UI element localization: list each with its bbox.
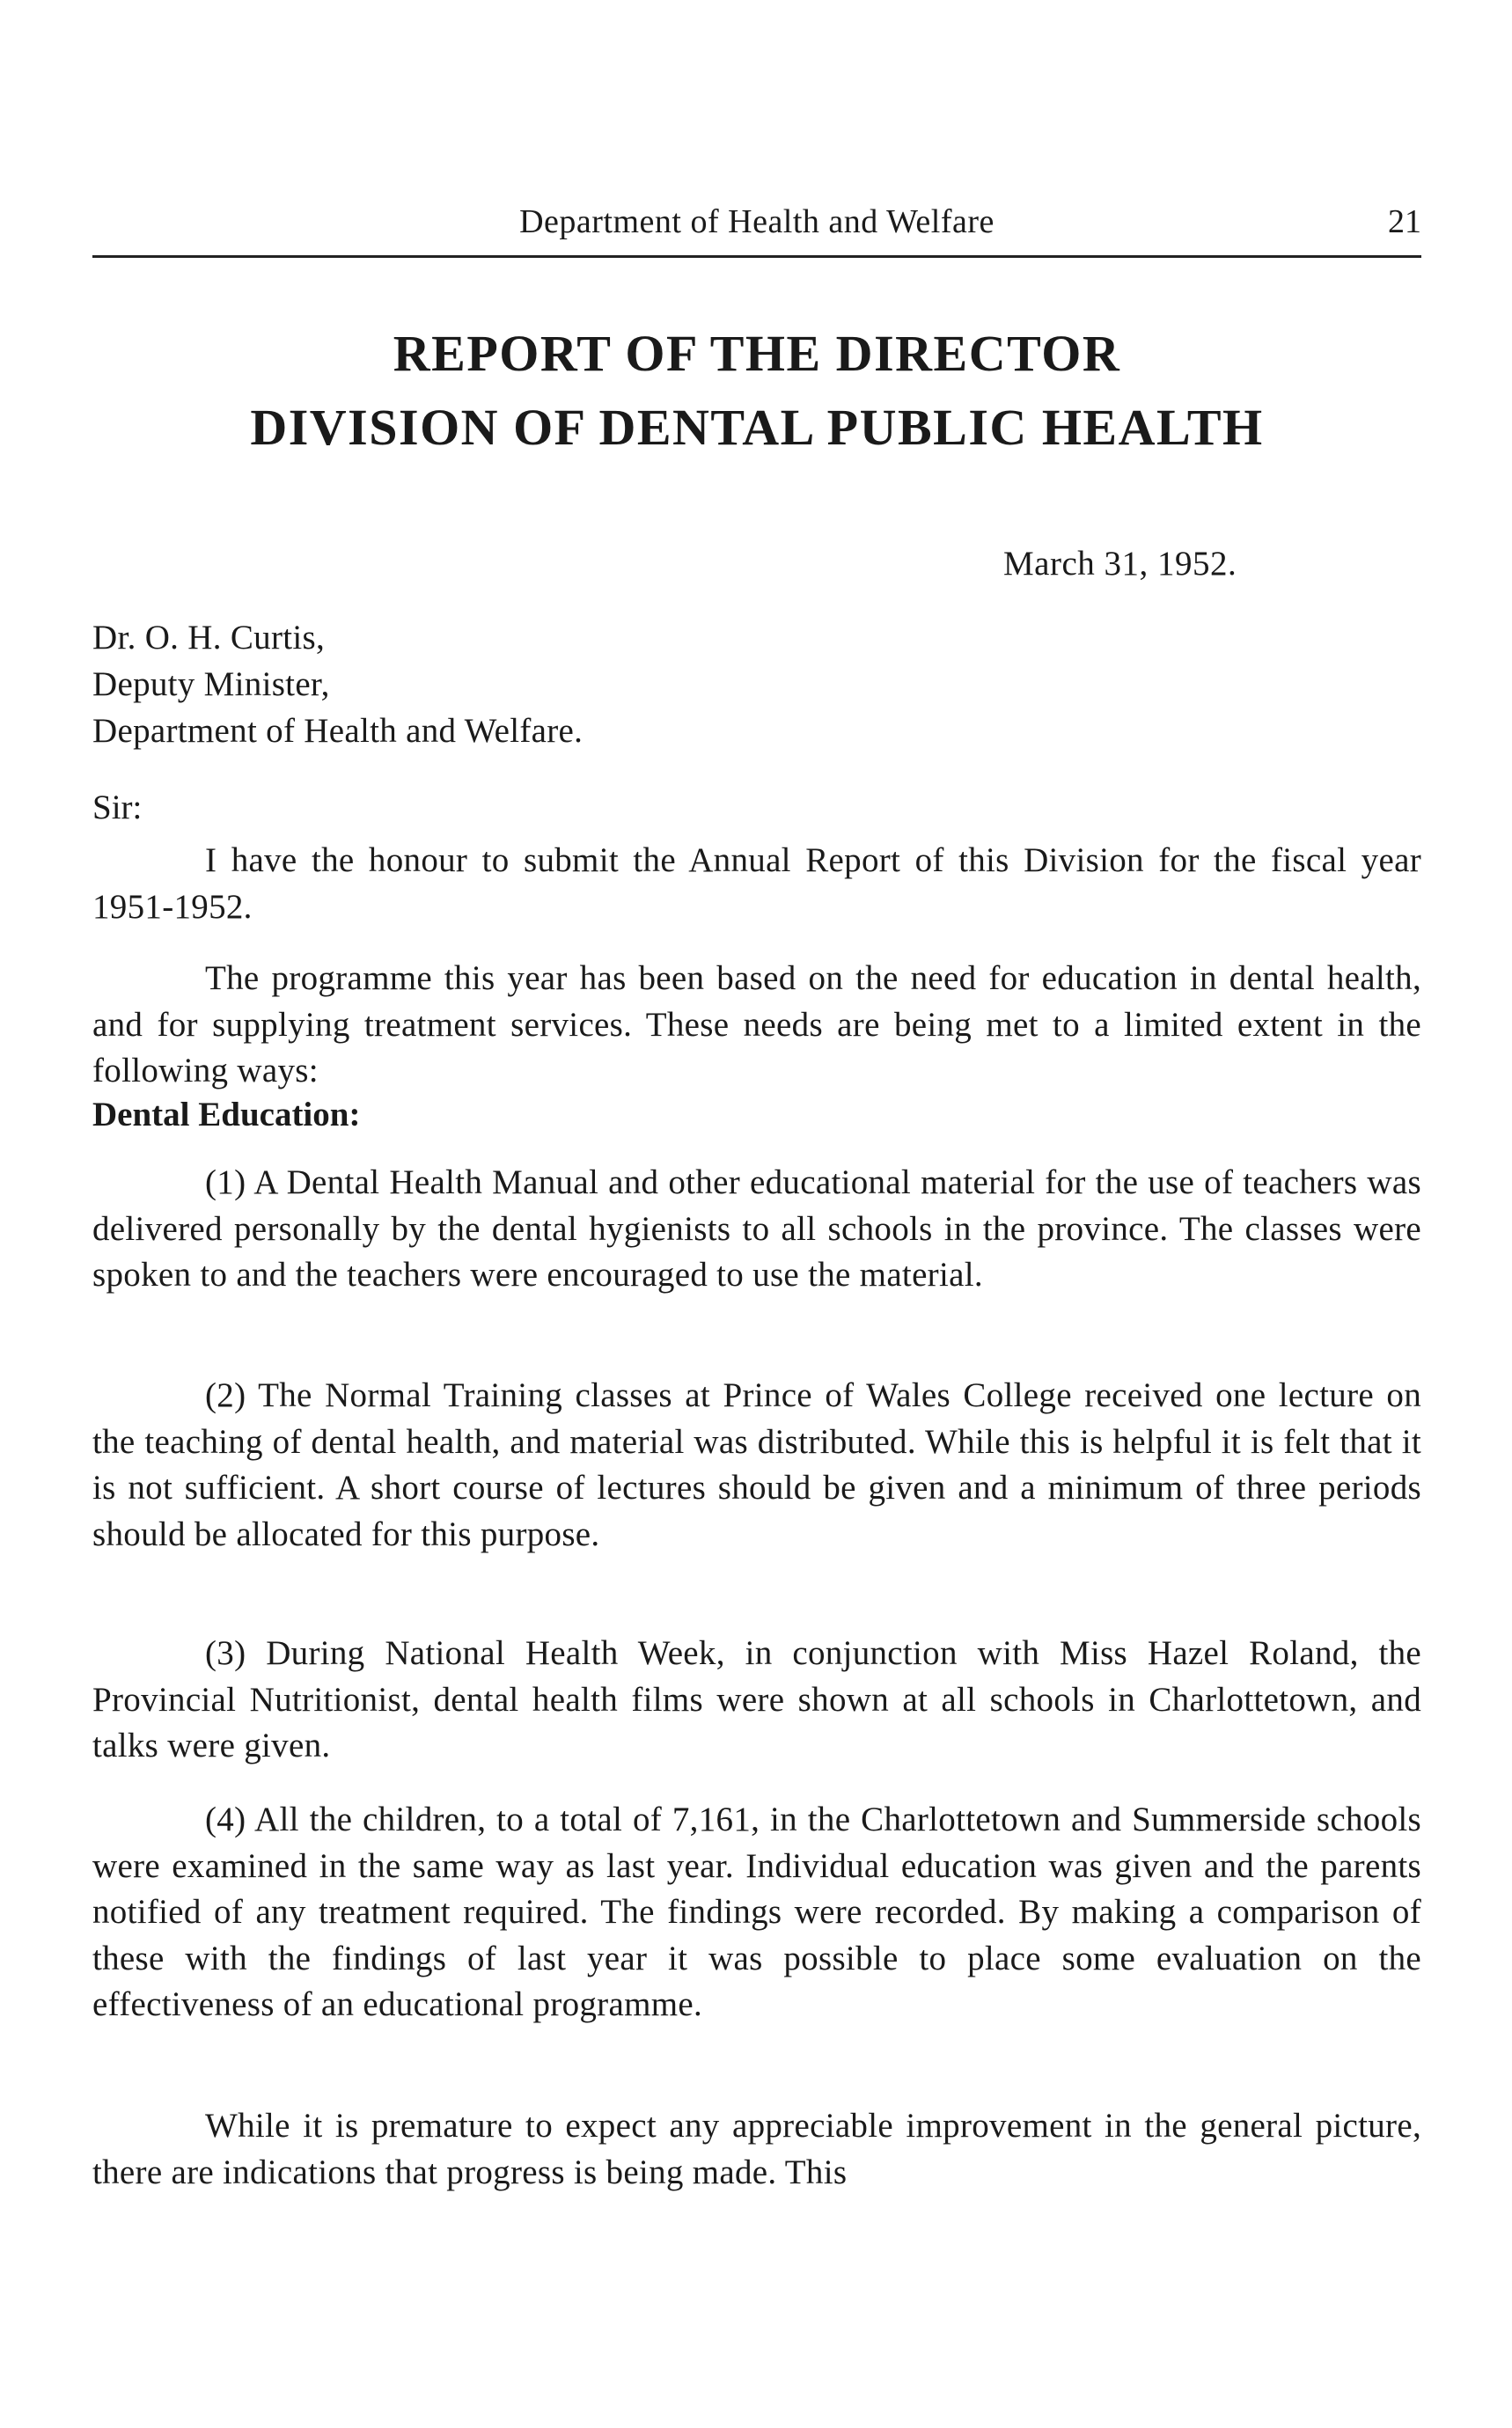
programme-paragraph-text: The programme this year has been based on the need for education in dental health, and for supplying treatment services. These needs are being met to a limited extent in the following ways: [92,959,1421,1089]
running-title: Department of Health and Welfare [519,203,995,240]
salutation: Sir: [92,789,143,826]
list-item-text: (1) A Dental Health Manual and other educational material for the use of teachers was delivered personally by the dental hygienists to all schools in the province. The classes were spoken to and the teachers were encouraged to use the material. [92,1163,1421,1294]
recipient-position: Deputy Minister, [92,665,330,703]
running-header [92,201,1421,258]
list-item [92,1373,1421,1558]
recipient-address [92,614,583,754]
recipient-department: Department of Health and Welfare. [92,712,584,750]
letter-date: March 31, 1952. [1003,545,1237,583]
list-item [92,1631,1421,1770]
section-heading-dental-education: Dental Education: [92,1096,361,1133]
list-item [92,1160,1421,1299]
report-title-line-2: DIVISION OF DENTAL PUBLIC HEALTH [250,399,1264,456]
programme-paragraph [92,956,1421,1095]
recipient-name: Dr. O. H. Curtis, [92,619,326,657]
intro-paragraph [92,838,1421,930]
list-item-text: (4) All the children, to a total of 7,161, in the Charlottetown and Summerside schools were examined in the same way as last year. Individual education was given and the parents notified of any treatment required. The findings were recorded. By making a comparison of these with the findings of last year it was possible to place some evaluation on the effectiveness of an educational programme. [92,1801,1421,2023]
report-title-line-1: REPORT OF THE DIRECTOR [393,325,1121,382]
closing-paragraph [92,2103,1421,2196]
list-item-text: (3) During National Health Week, in conjunction with Miss Hazel Roland, the Provincial Nutritionist, dental health films were shown at all schools in Charlottetown, and talks were given. [92,1634,1421,1764]
list-item-text: (2) The Normal Training classes at Prince of Wales College received one lecture on the teaching of dental health, and material was distributed. While this is helpful it is felt that it is not sufficient. A short course of lectures should be given and a minimum of three periods should be allocated for this purpose. [92,1376,1421,1553]
intro-paragraph-text: I have the honour to submit the Annual Report of this Division for the fiscal year 1951-1952. [92,841,1421,926]
page-number: 21 [1388,203,1421,240]
list-item [92,1797,1421,2028]
closing-paragraph-text: While it is premature to expect any appreciable improvement in the general picture, there are indications that progress is being made. This [92,2107,1421,2191]
